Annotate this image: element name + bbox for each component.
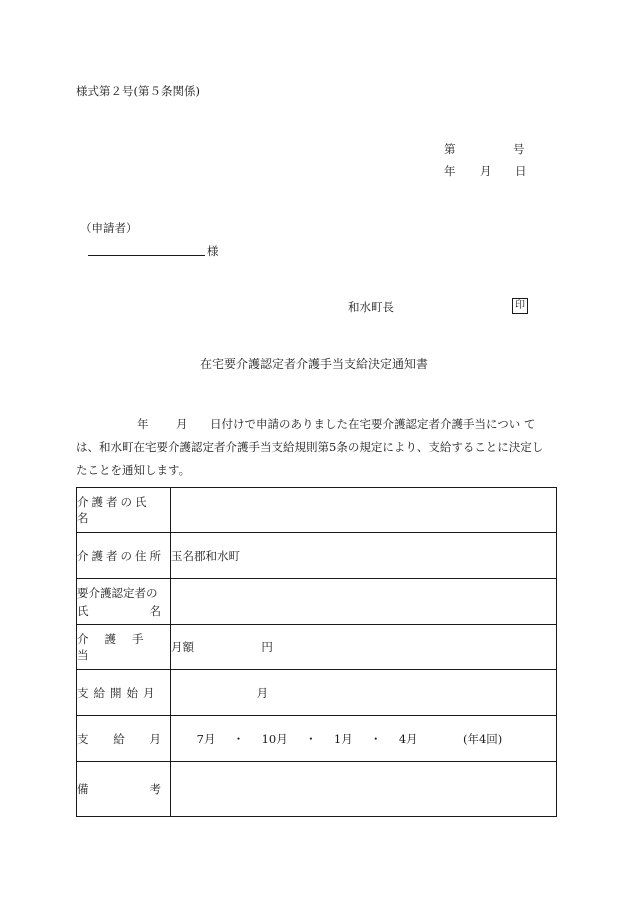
applicant-label: （申請者） — [80, 221, 138, 235]
applicant-name-line — [88, 255, 205, 256]
payment-months-label — [77, 716, 171, 762]
date-year: 年 — [444, 164, 456, 178]
caregiver-address-label-text: 介護者の住所 — [77, 548, 164, 563]
remarks-label-a: 備 — [77, 782, 89, 796]
remarks-label-row — [77, 781, 161, 797]
allowance-prefix: 月額 — [171, 640, 194, 654]
care-recipient-label-shi: 氏 — [77, 603, 89, 618]
start-month-label-text: 支給開始月 — [77, 685, 160, 700]
payment-frequency-note: (年4回) — [462, 731, 503, 746]
care-recipient-label-line2 — [77, 602, 161, 620]
document-title: 在宅要介護認定者介護手当支給決定通知書 — [200, 357, 429, 371]
payment-months-label-a: 支 — [77, 731, 89, 746]
care-recipient-value — [171, 579, 557, 625]
start-month-value — [171, 670, 557, 716]
body-line3: たことを通知します。 — [76, 463, 191, 477]
table-row — [77, 716, 557, 762]
table-row — [77, 533, 557, 579]
caregiver-name-label-text: 介護者の氏名 — [77, 495, 150, 525]
form-number: 様式第２号(第５条関係) — [76, 84, 200, 98]
details-table — [76, 487, 557, 817]
body-line1: 日付けで申請のありました在宅要介護認定者介護手当につい て — [210, 417, 536, 431]
payment-month-item: 1月 — [333, 731, 353, 746]
caregiver-address-value: 玉名郡和水町 — [171, 533, 557, 579]
doc-number-dai: 第 — [444, 142, 456, 156]
allowance-label-text: 介護手当 — [77, 632, 160, 662]
allowance-label — [77, 625, 171, 670]
table-row — [77, 762, 557, 817]
body-month: 月 — [176, 417, 188, 431]
seal-mark: 印 — [512, 298, 528, 314]
payment-months-value — [171, 716, 557, 762]
payment-month-item: 7月 — [196, 731, 216, 746]
table-row — [77, 579, 557, 625]
care-recipient-label — [77, 579, 171, 625]
caregiver-name-value — [171, 488, 557, 533]
remarks-label-b: 考 — [149, 782, 161, 796]
table-row — [77, 670, 557, 716]
care-recipient-label-mei: 名 — [149, 603, 161, 618]
payment-month-item: 4月 — [398, 731, 418, 746]
month-separator: ・ — [232, 731, 245, 746]
payment-month-item: 10月 — [261, 731, 288, 746]
issuer-name: 和水町長 — [348, 300, 394, 314]
doc-number-go: 号 — [513, 142, 525, 156]
table-row — [77, 488, 557, 533]
table-row — [77, 625, 557, 670]
date-day: 日 — [515, 164, 527, 178]
allowance-unit: 円 — [261, 640, 273, 654]
remarks-value — [171, 762, 557, 817]
allowance-value — [171, 625, 557, 670]
month-separator: ・ — [370, 731, 382, 746]
caregiver-name-label — [77, 488, 171, 533]
body-year: 年 — [137, 417, 149, 431]
caregiver-address-label — [77, 533, 171, 579]
date-month: 月 — [480, 164, 492, 178]
payment-months-label-row — [77, 731, 161, 747]
care-recipient-label-line1: 要介護認定者の — [77, 585, 158, 600]
start-month-label — [77, 670, 171, 716]
start-month-unit: 月 — [256, 685, 269, 700]
payment-months-label-b: 給 — [113, 731, 125, 746]
body-line2: は、和水町在宅要介護認定者介護手当支給規則第5条の規定により、支給することに決定し — [76, 440, 544, 454]
applicant-honorific: 様 — [207, 244, 219, 258]
remarks-label — [77, 762, 171, 817]
payment-months-label-c: 月 — [149, 731, 161, 746]
month-separator: ・ — [305, 731, 317, 746]
